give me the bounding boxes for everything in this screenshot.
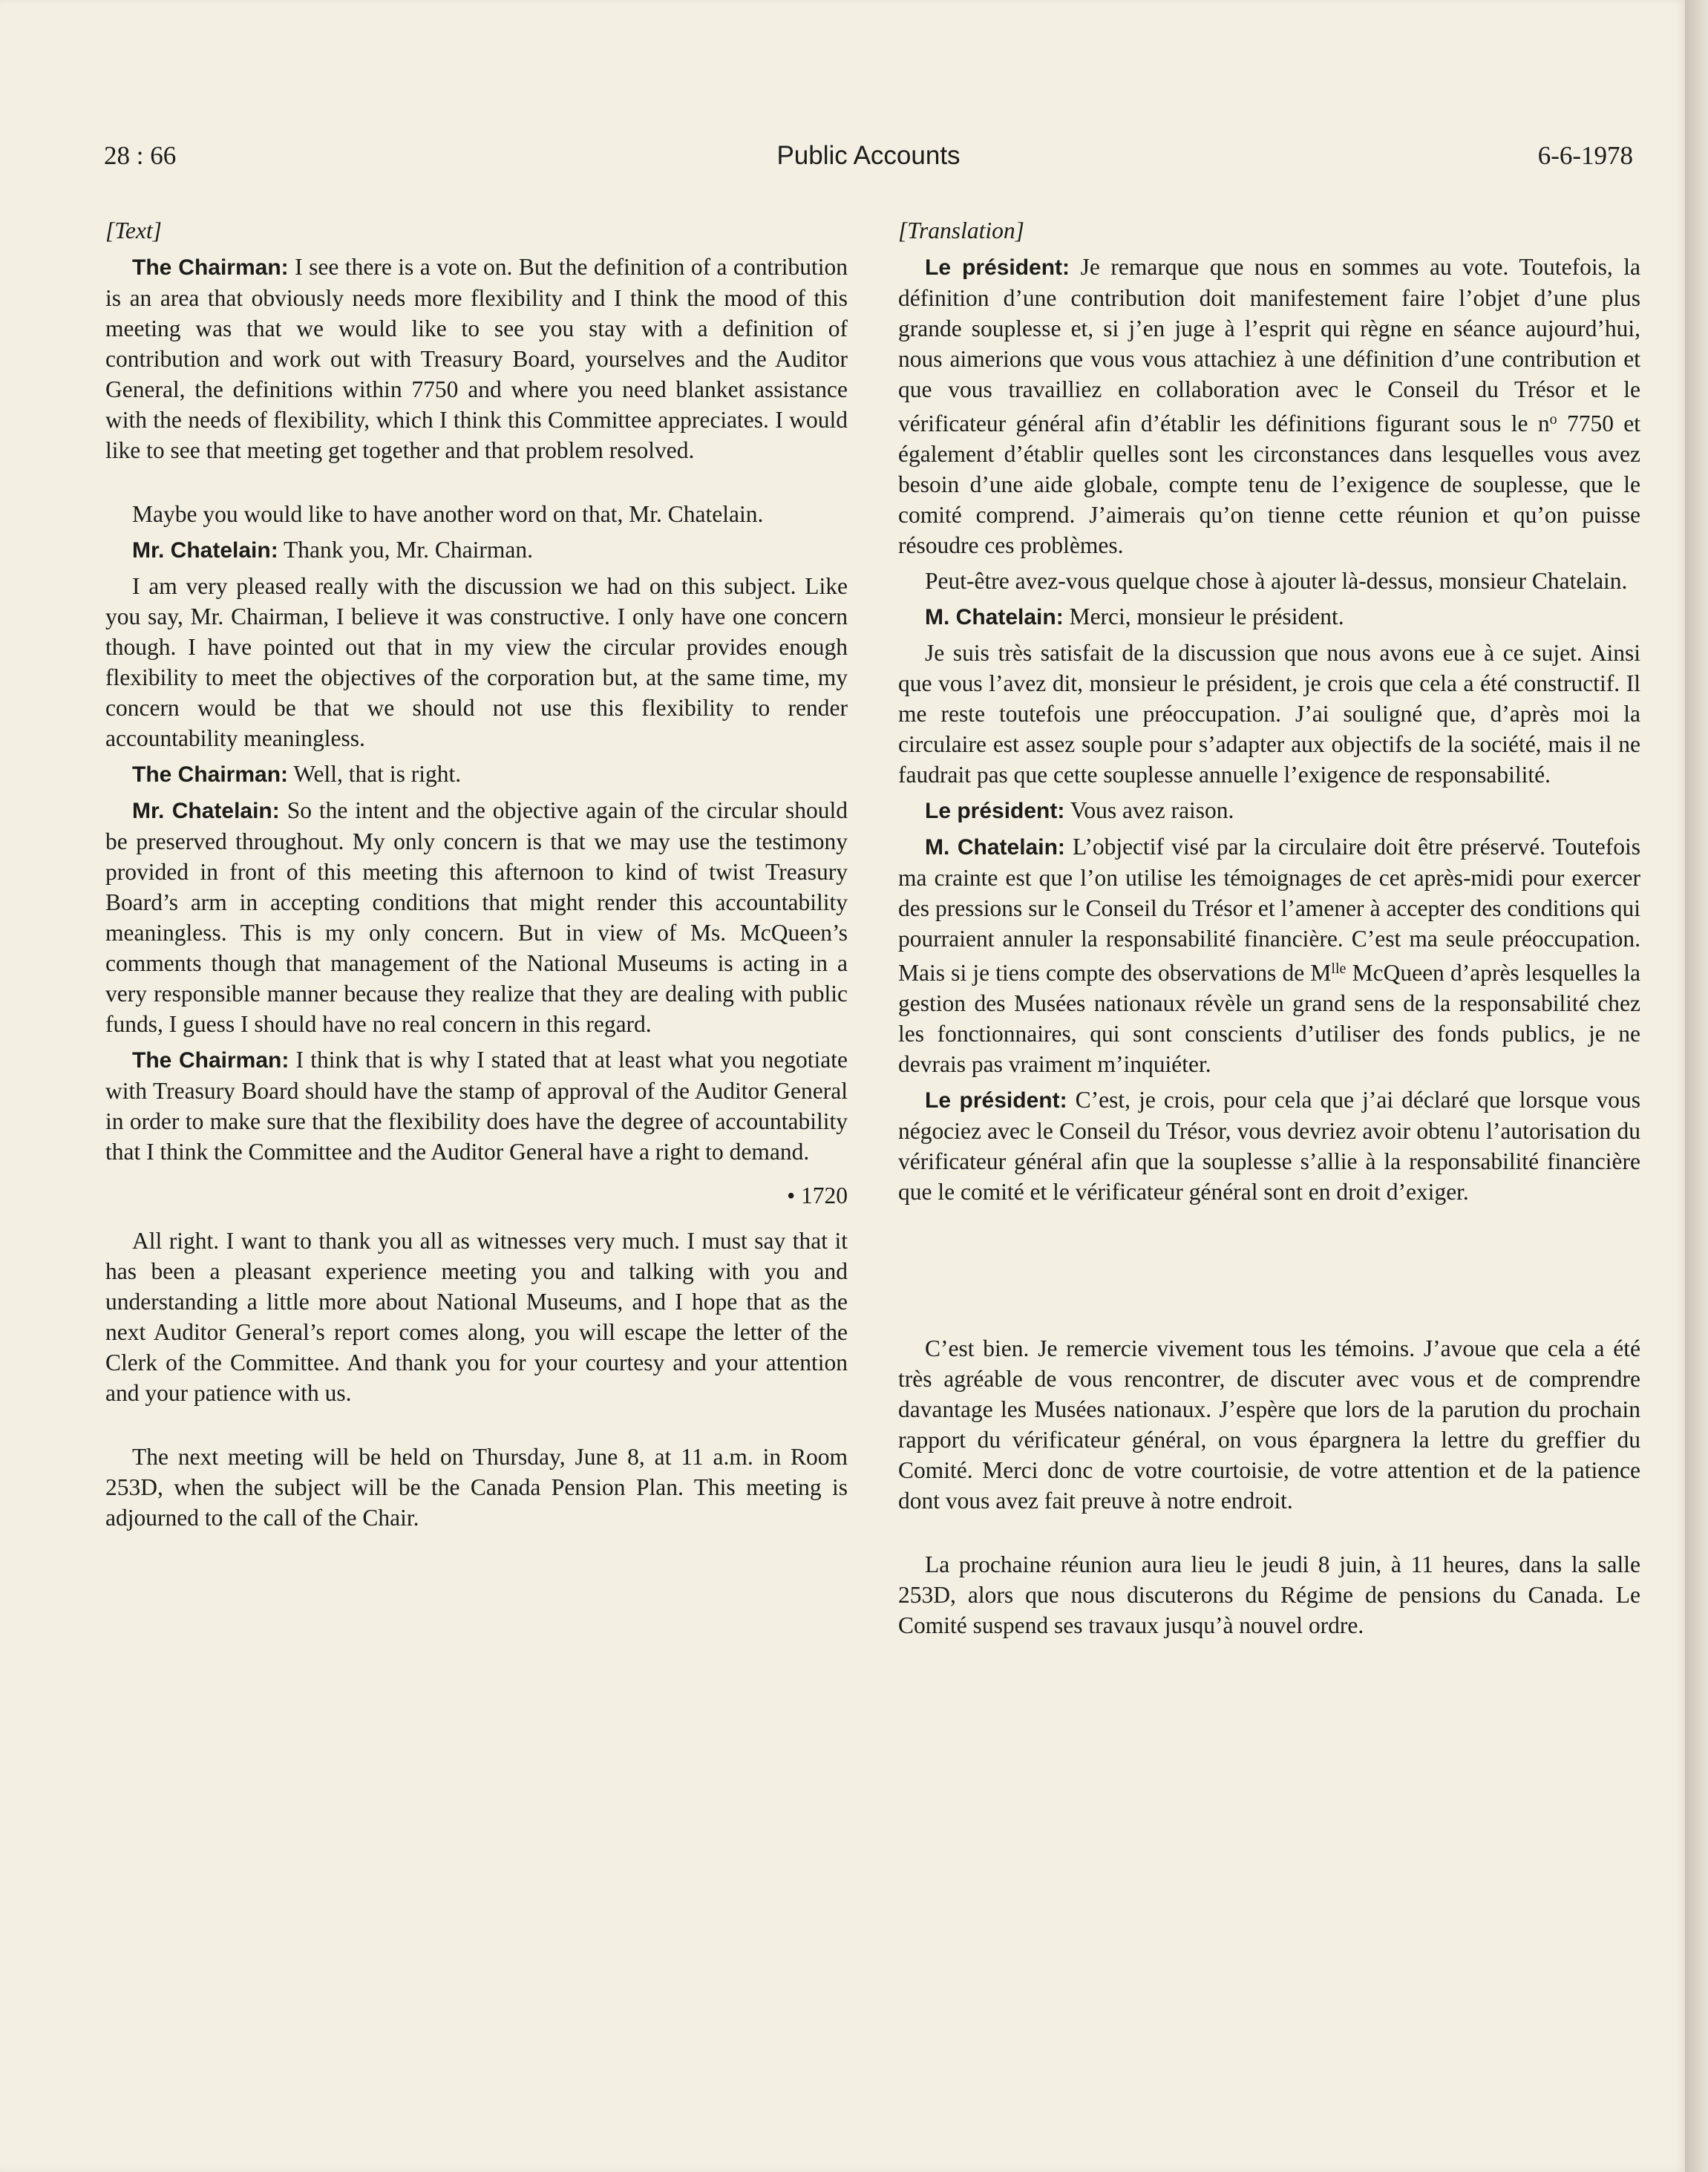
paragraph <box>898 1333 1640 1516</box>
paragraph-text: I am very pleased really with the discussion we had on this subject. Like you say, Mr. Chairman, I believe it was constructive. I only have one concern though. I have pointed out that in my view the circular provides enough flexibility to meet the objectives of the corporation but, at the same time, my concern would be that we should not use this flexibility to render accountability meaningless. <box>105 573 848 751</box>
speaker: M. Chatelain: <box>925 605 1064 629</box>
english-column <box>105 215 848 1538</box>
page-title: Public Accounts <box>776 141 961 170</box>
paragraph <box>105 1442 848 1533</box>
paragraph <box>898 566 1640 596</box>
paragraph-text: So the intent and the objective again of the circular should be preserved throughout. My only concern is that we may use the testimony provided in front of this meeting this afternoon to kind of twist Treasury Board’s arm in accepting conditions that might render this accountability meaningless. This is my only concern. But in view of Ms. McQueen’s comments though that management of the National Museums is acting in a very responsible manner because they realize that they are dealing with public funds, I guess I should have no real concern in this regard. <box>105 797 848 1037</box>
paragraph-text: Peut-être avez-vous quelque chose à ajouter là-dessus, monsieur Chatelain. <box>925 568 1628 594</box>
paragraph-text: I see there is a vote on. But the definition of a contribution is an area that obviously needs more flexibility and I think the mood of this meeting was that we would like to see you stay with a definition of contribution and work out with Treasury Board, yourselves and the Auditor General, the definitions within 7750 and where you need blanket assistance with the needs of flexibility, which I think this Committee appreciates. I would like to see that meeting get together and that problem resolved. <box>105 254 848 463</box>
page-number: 28 : 66 <box>104 141 177 170</box>
paragraph-text: Merci, monsieur le président. <box>1069 603 1344 629</box>
speaker: Le président: <box>925 255 1070 280</box>
paragraph <box>105 534 848 566</box>
paragraph <box>105 1226 848 1408</box>
column-label: [Translation] <box>898 217 1024 243</box>
speaker: Mr. Chatelain: <box>132 799 280 823</box>
speaker: The Chairman: <box>132 255 289 280</box>
speaker: The Chairman: <box>132 1048 289 1073</box>
paragraph-text: Je suis très satisfait de la discussion que nous avons eue à ce sujet. Ainsi que vous l’avez dit, monsieur le président, je crois que cela a été constructif. Il me reste toutefois une préoccupation. J’ai souligné que, d’après moi la circulaire est assez souple pour s’adapter aux objectifs de la société, mais il ne faudrait pas que cette souplesse annuelle l’exigence de responsabilité. <box>898 640 1640 788</box>
paragraph-text: Maybe you would like to have another word on that, Mr. Chatelain. <box>132 501 764 527</box>
paragraph-text: 7750 et également d’établir quelles sont les circonstances dans lesquelles vous avez besoin d’une aide globale, compte tenu de l’exigence de souplesse, que le comité comprend. J’aimerais qu’on tienne cette réunion et qu’on puisse résoudre ces problèmes. <box>898 410 1641 558</box>
speaker: Le président: <box>925 1088 1067 1113</box>
superscript: o <box>1549 411 1557 428</box>
paragraph-text: The next meeting will be held on Thursday, June 8, at 11 a.m. in Room 253D, when the subject will be the Canada Pension Plan. This meeting is adjourned to the call of the Chair. <box>105 1444 848 1531</box>
paragraph <box>898 831 1640 1079</box>
column-label-text: Text <box>114 217 153 243</box>
column-label: [Text] <box>105 217 162 243</box>
speaker: M. Chatelain: <box>925 835 1065 860</box>
paragraph <box>105 795 848 1039</box>
superscript: lle <box>1331 961 1347 977</box>
page-date: 6-6-1978 <box>1537 141 1633 170</box>
paragraph-text: All right. I want to thank you all as witnesses very much. I must say that it has been a pleasant experience meeting you and talking with you and understanding a little more about National Museums, and I hope that as the next Auditor General’s report comes along, you will escape the letter of the Clerk of the Committee. And thank you for your courtesy and your attention and your patience with us. <box>105 1228 848 1406</box>
paragraph <box>898 601 1640 632</box>
paragraph-text: Well, that is right. <box>293 761 462 787</box>
paragraph-text: L’objectif visé par la circulaire doit être préservé. Toutefois ma crainte est que l’on utilise les témoignages de cet après-midi pour exercer des pressions sur le Conseil du Trésor et l’amener à accepter des conditions qui pourraient annuler la responsabilité financière. C’est ma seule préoccupation. Mais si je tiens compte des observations de M <box>898 834 1641 986</box>
french-column <box>898 215 1640 1646</box>
paragraph <box>105 571 848 753</box>
paragraph-text: Thank you, Mr. Chairman. <box>284 537 533 563</box>
paragraph <box>105 252 848 465</box>
paragraph: Le président: Je remarque que nous en sommes au vote. Toutefois, la définition d’une contribution doit manifestement faire l’objet d’une plus grande souplesse et, si j’en juge à l’esprit qui règne en séance aujourd’hui, nous aimerions que vous vous attachiez à une définition d’une contribution et que vous travailliez en collaboration avec le Conseil du Trésor et le vérificateur général afin d’établir les définitions figurant sous le $n^o$ 7750 et également d’établir quelles sont les circonstances dans lesquelles vous avez besoin d’une aide globale, compte tenu de l’exigence de souplesse, que le comité comprend. J’aimerais qu’on tienne cette réunion et qu’on puisse résoudre ces problèmes. <box>898 254 1641 558</box>
paragraph <box>898 638 1640 790</box>
column-label-text: Translation <box>907 217 1015 243</box>
page-edge <box>1685 0 1708 2172</box>
paragraph-text: McQueen d’après lesquelles la gestion des Musées nationaux révèle un grand sens de la responsabilité chez les fonctionnaires, qui sont conscients d’utiliser des fonds publics, je ne devrais pas vraiment m’inquiéter. <box>898 960 1641 1077</box>
paragraph-text: Je remarque que nous en sommes au vote. Toutefois, la définition d’une contribution doit manifestement faire l’objet d’une plus grande souplesse et, si j’en juge à l’esprit qui règne en séance aujourd’hui, nous aimerions que vous vous attachiez à une définition d’une contribution et que vous travailliez en collaboration avec le Conseil du Trésor et le vérificateur général afin d’établir les définitions figurant sous le <box>898 254 1640 436</box>
paragraph <box>105 1044 848 1167</box>
paragraph-text: I think that is why I stated that at least what you negotiate with Treasury Board should have the stamp of approval of the Auditor General in order to make sure that the flexibility does have the degree of accountability that I think the Committee and the Auditor General have a right to demand. <box>105 1047 848 1165</box>
speaker: The Chairman: <box>132 762 289 787</box>
paragraph <box>898 795 1640 826</box>
speaker: Le président: <box>925 799 1065 823</box>
time-mark: • 1720 <box>787 1183 848 1208</box>
paragraph <box>898 1549 1640 1641</box>
speaker: Mr. Chatelain: <box>132 538 278 563</box>
paragraph <box>898 1085 1640 1207</box>
paragraph-text: C’est bien. Je remercie vivement tous les témoins. J’avoue que cela a été très agréable de vous rencontrer, de discuter avec vous et de comprendre davantage les Musées nationaux. J’espère que lors de la parution du prochain rapport du vérificateur général, on vous épargnera la lettre du greffier du Comité. Merci donc de votre courtoisie, de votre attention et de la patience dont vous avez fait preuve à notre endroit. <box>898 1335 1640 1514</box>
page-header <box>104 141 1633 178</box>
paragraph-text: C’est, je crois, pour cela que j’ai déclaré que lorsque vous négociez avec le Conseil du Trésor, vous devriez avoir obtenu l’autorisation du vérificateur général afin que la souplesse s’allie à la responsabilité financière que le comité et le vérificateur général sont en droit d’exiger. <box>898 1087 1641 1205</box>
paragraph <box>105 499 848 529</box>
paragraph-text: La prochaine réunion aura lieu le jeudi 8 juin, à 11 heures, dans la salle 253D, alors que nous discuterons du Régime de pensions du Canada. Le Comité suspend ses travaux jusqu’à nouvel ordre. <box>898 1551 1640 1638</box>
paragraph-text: Vous avez raison. <box>1070 797 1234 823</box>
paragraph <box>105 759 848 790</box>
